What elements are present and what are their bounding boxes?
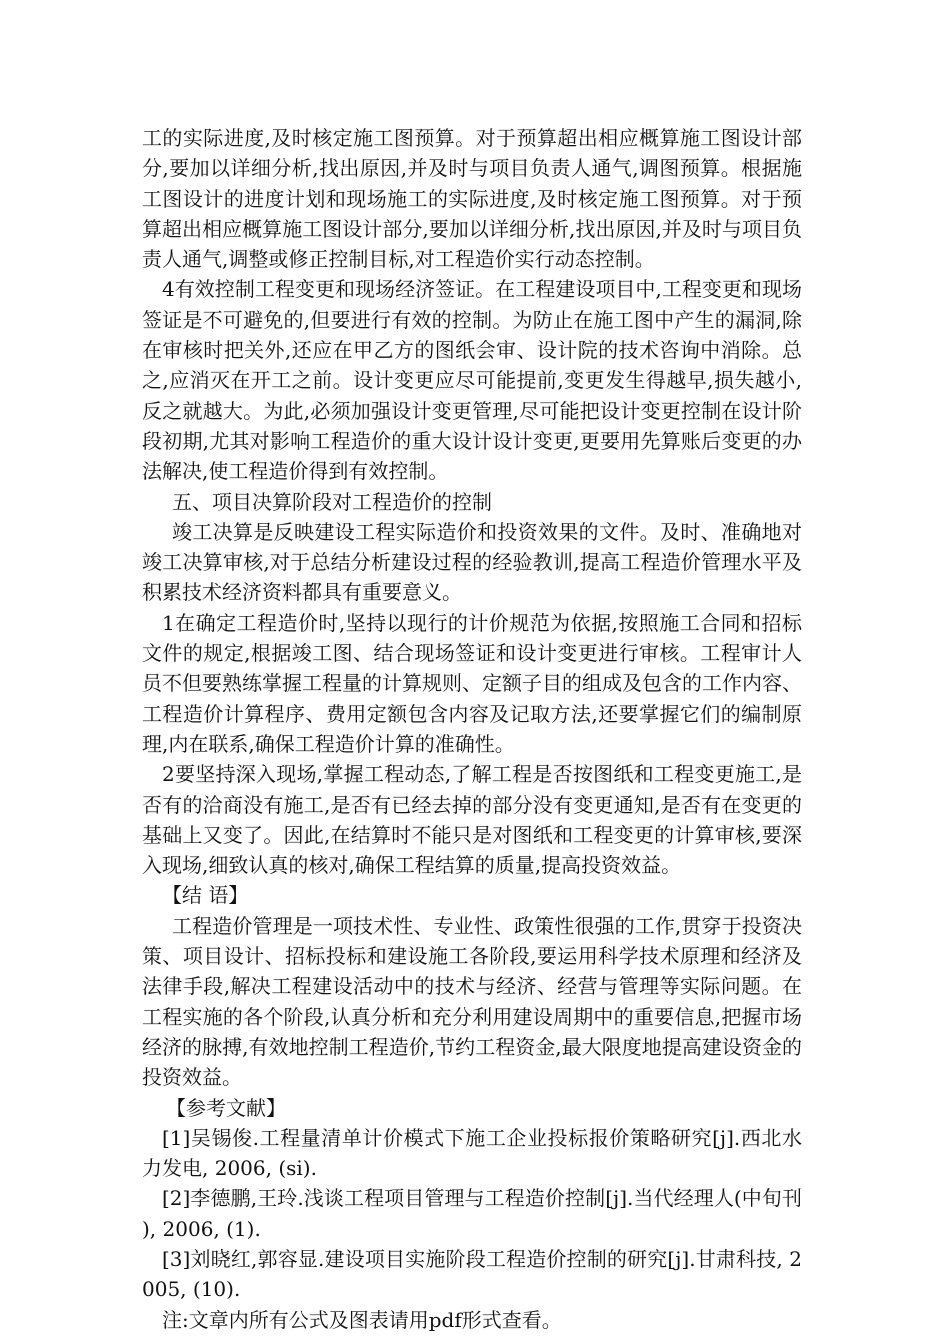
paragraph-progress-budget: 工的实际进度,及时核定施工图预算。对于预算超出相应概算施工图设计部分,要加以详细分析,找出原因,并及时与项目负责人通气,调图预算。根据施工图设计的进度计划和现场施工的实际进度,及时核定施工图预算。对于预算超出相应概算施工图设计部分,要加以详细分析,找出原因,并及时与项目负责人通气,调整或修正控制目标,对工程造价实行动态控制。 [142,126,802,272]
reference-item-3: [3]刘晓红,郭容显.建设项目实施阶段工程造价控制的研究[j].甘肃科技, 2005, (10). [142,1246,802,1302]
paragraph-pricing-rules: 1在确定工程造价时,坚持以现行的计价规范为依据,按照施工合同和招标文件的规定,根据竣工图、结合现场签证和设计变更进行审核。工程审计人员不但要熟练掌握工程量的计算规则、定额子目的组成及包含的工作内容、工程造价计算程序、费用定额包含内容及记取方法,还要掌握它们的编制原理,内在联系,确保工程造价计算的准确性。 [142,610,802,756]
paragraph-final-accounts-intro: 竣工决算是反映建设工程实际造价和投资效果的文件。及时、准确地对竣工决算审核,对于总结分析建设过程的经验教训,提高工程造价管理水平及积累技术经济资料都具有重要意义。 [142,519,802,605]
references-heading: 【参考文献】 [166,1095,286,1120]
reference-item-2: [2]李德鹏,王玲.浅谈工程项目管理与工程造价控制[j].当代经理人(中旬刊), 2006, (1). [142,1186,802,1241]
conclusion-heading: 【结 语】 [162,883,249,908]
paragraph-change-control: 4有效控制工程变更和现场经济签证。在工程建设项目中,工程变更和现场签证是不可避免的,但要进行有效的控制。为防止在施工图中产生的漏洞,除在审核时把关外,还应在甲乙方的图纸会审、设计院的技术咨询中消除。总之,应消灭在开工之前。设计变更应尽可能提前,变更发生得越早,损失越小,反之就越大。为此,必须加强设计变更管理,尽可能把设计变更控制在设计阶段初期,尤其对影响工程造价的重大设计设计变更,更要用先算账后变更的办法解决,使工程造价得到有效控制。 [142,277,802,484]
reference-item-1: [1]吴锡俊.工程量清单计价模式下施工企业投标报价策略研究[j].西北水力发电, 2006, (si). [142,1125,802,1181]
section-heading-final-accounts: 五、项目决算阶段对工程造价的控制 [172,489,492,514]
conclusion-paragraph: 工程造价管理是一项技术性、专业性、政策性很强的工作,贯穿于投资决策、项目设计、招标投标和建设施工各阶段,要运用科学技术原理和经济及法律手段,解决工程建设活动中的技术与经济、经营与管理等实际问题。在工程实施的各个阶段,认真分析和充分利用建设周期中的重要信息,把握市场经济的脉搏,有效地控制工程造价,节约工程资金,最大限度地提高建设资金的投资效益。 [142,913,802,1090]
paragraph-site-inspection: 2要坚持深入现场,掌握工程动态,了解工程是否按图纸和工程变更施工,是否有的洽商没有施工,是否有已经去掉的部分没有变更通知,是否有在变更的基础上又变了。因此,在结算时不能只是对图纸和工程变更的计算审核,要深入现场,细致认真的核对,确保工程结算的质量,提高投资效益。 [142,762,802,878]
note-paragraph: 注:文章内所有公式及图表请用pdf形式查看。 [162,1307,562,1332]
article-body [142,123,802,1335]
